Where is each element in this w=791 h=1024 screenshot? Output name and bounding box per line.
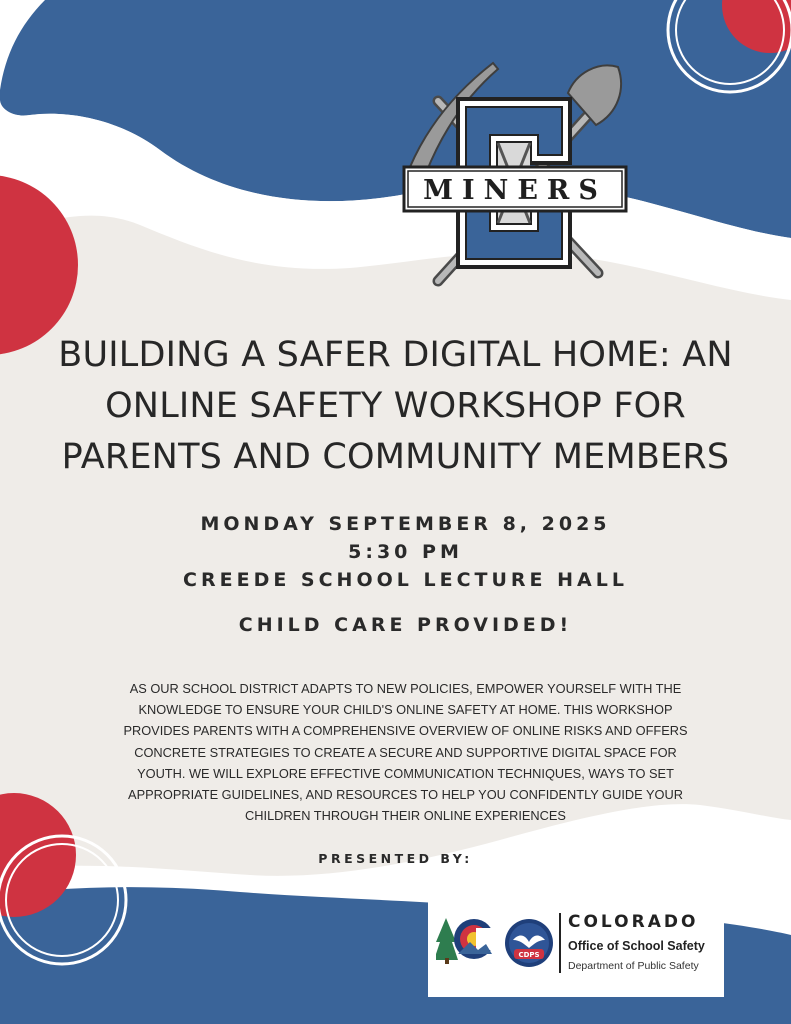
workshop-description: AS OUR SCHOOL DISTRICT ADAPTS TO NEW POLICIES, EMPOWER YOURSELF WITH THE KNOWLEDGE TO ENSURE YOUR CHILD'S ONLINE SAFETY AT HOME. THIS WORKSHOP PROVIDES PARENTS WITH A COMPREHENSIVE OVERVIEW OF ONLINE RISKS AND OFFERS CONCRETE STRATEGIES TO CREATE A SECURE AND SUPPORTIVE DIGITAL SPACE FOR YOUTH. WE WILL EXPLORE EFFECTIVE COMMUNICATION TECHNIQUES, WAYS TO SET APPROPRIATE GUIDELINES, AND RESOURCES TO HELP YOU CONFIDENTLY GUIDE YOUR CHILDREN THROUGH THEIR ONLINE EXPERIENCES: [123, 681, 688, 824]
colorado-c-logo-icon: [436, 914, 496, 964]
partner-office: Office of School Safety: [568, 939, 705, 953]
childcare-note: CHILD CARE PROVIDED!: [238, 614, 573, 636]
cdps-badge-icon: [504, 918, 554, 968]
title-line-2: ONLINE SAFETY WORKSHOP FOR: [105, 386, 686, 426]
partner-logo-box: [428, 882, 724, 997]
logo-text: MINERS: [423, 175, 607, 206]
event-details: [100, 510, 711, 594]
partner-name: COLORADO: [568, 912, 699, 932]
partner-department: Department of Public Safety: [568, 960, 699, 972]
event-time: 5:30 PM: [348, 541, 463, 563]
presented-by-label: PRESENTED BY:: [318, 851, 473, 866]
partner-divider: [559, 913, 561, 973]
title-line-1: BUILDING A SAFER DIGITAL HOME: AN: [58, 335, 733, 375]
event-location: CREEDE SCHOOL LECTURE HALL: [183, 569, 628, 591]
miners-logo: [398, 55, 630, 303]
cdps-badge-text: CDPS: [518, 951, 540, 959]
event-date: MONDAY SEPTEMBER 8, 2025: [200, 513, 611, 535]
title-line-3: PARENTS AND COMMUNITY MEMBERS: [61, 437, 730, 477]
workshop-title: [40, 330, 751, 483]
